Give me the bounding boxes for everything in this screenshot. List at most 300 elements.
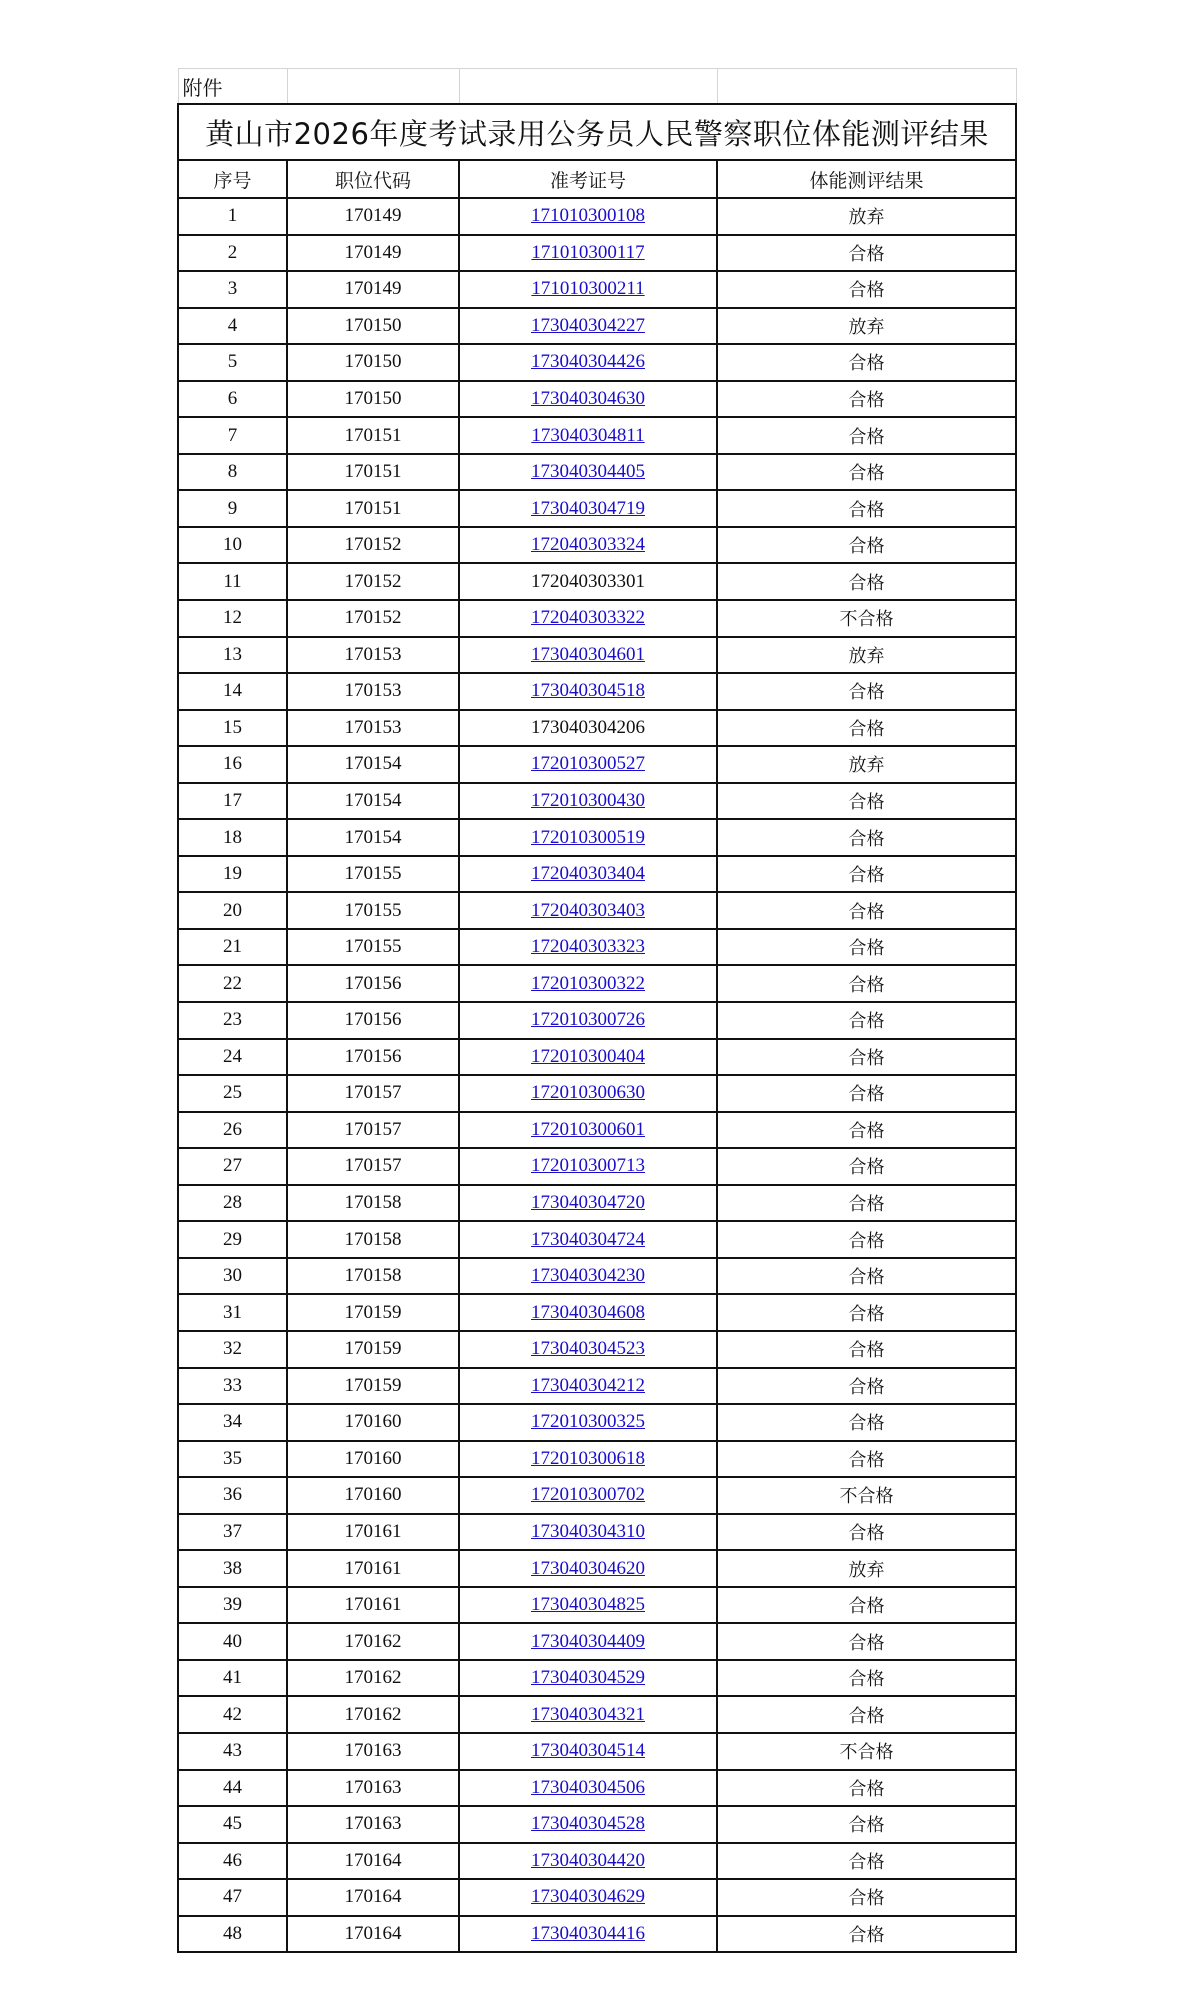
seq-cell: 34	[178, 1404, 287, 1441]
ticket-number-link[interactable]: 173040304811	[531, 424, 645, 446]
ticket-number-link[interactable]: 173040304630	[531, 388, 645, 409]
ticket-number-cell	[459, 783, 717, 820]
seq-cell: 45	[178, 1806, 287, 1843]
result-cell: 合格	[717, 1294, 1016, 1331]
seq-cell: 15	[178, 710, 287, 747]
seq-cell: 10	[178, 527, 287, 564]
seq-cell: 20	[178, 892, 287, 929]
position-code-cell: 170158	[287, 1185, 459, 1222]
seq-cell: 8	[178, 454, 287, 491]
ticket-number-cell	[459, 1514, 717, 1551]
ticket-number-cell	[459, 490, 717, 527]
seq-cell: 46	[178, 1843, 287, 1880]
position-code-cell: 170153	[287, 710, 459, 747]
position-code-cell: 170160	[287, 1441, 459, 1478]
ticket-number-link[interactable]: 173040304620	[531, 1557, 645, 1579]
ticket-number-link[interactable]: 172010300601	[531, 1118, 645, 1140]
ticket-number-link[interactable]: 172010300322	[531, 972, 645, 994]
table-row	[178, 746, 1016, 783]
ticket-number-cell	[459, 1733, 717, 1770]
ticket-number-cell	[459, 198, 717, 235]
seq-cell: 14	[178, 673, 287, 710]
result-cell: 不合格	[717, 1733, 1016, 1770]
seq-cell: 11	[178, 563, 287, 600]
position-code-cell: 170150	[287, 381, 459, 418]
results-table	[177, 68, 1017, 1953]
result-cell: 合格	[717, 1368, 1016, 1405]
ticket-number-cell	[459, 1294, 717, 1331]
ticket-number-link[interactable]: 173040304528	[531, 1813, 645, 1835]
result-cell: 合格	[717, 1806, 1016, 1843]
result-cell: 放弃	[717, 198, 1016, 235]
result-cell: 放弃	[717, 1550, 1016, 1587]
seq-cell: 25	[178, 1075, 287, 1112]
seq-cell: 27	[178, 1148, 287, 1185]
position-code-cell: 170161	[287, 1514, 459, 1551]
position-code-cell: 170150	[287, 344, 459, 381]
position-code-cell: 170158	[287, 1221, 459, 1258]
ticket-number-link[interactable]: 172010300702	[531, 1484, 645, 1506]
ticket-number-link[interactable]: 173040304601	[531, 643, 645, 665]
ticket-number-cell	[459, 1843, 717, 1880]
table-row	[178, 344, 1016, 381]
table-row	[178, 1879, 1016, 1916]
ticket-number-cell	[459, 1075, 717, 1112]
ticket-number-link[interactable]: 172040303323	[531, 936, 645, 958]
position-code-cell: 170162	[287, 1696, 459, 1733]
ticket-number-cell	[459, 1477, 717, 1514]
table-row	[178, 1331, 1016, 1368]
ticket-number-cell	[459, 892, 717, 929]
seq-cell: 42	[178, 1696, 287, 1733]
ticket-number-cell	[459, 527, 717, 564]
ticket-number-cell	[459, 1221, 717, 1258]
ticket-number-link[interactable]: 173040304825	[531, 1594, 645, 1616]
result-cell: 合格	[717, 1258, 1016, 1295]
table-row	[178, 1514, 1016, 1551]
results-sheet	[177, 68, 1015, 1953]
seq-cell: 28	[178, 1185, 287, 1222]
table-row	[178, 819, 1016, 856]
ticket-number-cell	[459, 417, 717, 454]
table-row	[178, 1550, 1016, 1587]
ticket-number-cell	[459, 271, 717, 308]
table-row	[178, 1587, 1016, 1624]
header-position-code: 职位代码	[287, 160, 459, 198]
position-code-cell: 170149	[287, 198, 459, 235]
position-code-cell: 170162	[287, 1623, 459, 1660]
header-seq: 序号	[178, 160, 287, 198]
seq-cell: 18	[178, 819, 287, 856]
result-cell: 合格	[717, 381, 1016, 418]
seq-cell: 29	[178, 1221, 287, 1258]
ticket-number-cell	[459, 1660, 717, 1697]
seq-cell: 30	[178, 1258, 287, 1295]
ticket-number-cell	[459, 856, 717, 893]
position-code-cell: 170154	[287, 819, 459, 856]
header-row	[178, 160, 1016, 198]
table-row	[178, 673, 1016, 710]
header-ticket-number: 准考证号	[459, 160, 717, 198]
table-row	[178, 783, 1016, 820]
result-cell: 合格	[717, 673, 1016, 710]
position-code-cell: 170155	[287, 856, 459, 893]
result-cell: 合格	[717, 1075, 1016, 1112]
position-code-cell: 170156	[287, 1002, 459, 1039]
seq-cell: 39	[178, 1587, 287, 1624]
table-row	[178, 527, 1016, 564]
table-row	[178, 563, 1016, 600]
position-code-cell: 170160	[287, 1477, 459, 1514]
seq-cell: 17	[178, 783, 287, 820]
seq-cell: 4	[178, 308, 287, 345]
ticket-number-link[interactable]: 173040304409	[531, 1630, 645, 1652]
seq-cell: 23	[178, 1002, 287, 1039]
table-row	[178, 965, 1016, 1002]
seq-cell: 47	[178, 1879, 287, 1916]
seq-cell: 38	[178, 1550, 287, 1587]
seq-cell: 41	[178, 1660, 287, 1697]
table-row	[178, 1039, 1016, 1076]
ticket-number-cell	[459, 308, 717, 345]
empty-cell	[287, 69, 459, 105]
ticket-number-cell	[459, 1002, 717, 1039]
ticket-number-link[interactable]: 172010300713	[531, 1155, 645, 1177]
position-code-cell: 170152	[287, 563, 459, 600]
seq-cell: 1	[178, 198, 287, 235]
ticket-number-cell	[459, 1039, 717, 1076]
result-cell: 放弃	[717, 308, 1016, 345]
ticket-number-cell	[459, 1148, 717, 1185]
seq-cell: 24	[178, 1039, 287, 1076]
table-row	[178, 1843, 1016, 1880]
ticket-number-cell	[459, 1587, 717, 1624]
result-cell: 合格	[717, 856, 1016, 893]
result-cell: 合格	[717, 1623, 1016, 1660]
position-code-cell: 170149	[287, 271, 459, 308]
ticket-number-cell	[459, 454, 717, 491]
table-row	[178, 1148, 1016, 1185]
seq-cell: 22	[178, 965, 287, 1002]
ticket-number-link[interactable]: 172010300325	[531, 1411, 645, 1433]
ticket-number-cell	[459, 1806, 717, 1843]
position-code-cell: 170155	[287, 929, 459, 966]
result-cell: 合格	[717, 1331, 1016, 1368]
ticket-number-cell	[459, 1550, 717, 1587]
ticket-number-link[interactable]: 173040304212	[531, 1374, 645, 1396]
ticket-number-link[interactable]: 173040304724	[531, 1228, 645, 1250]
ticket-number-cell	[459, 637, 717, 674]
table-row	[178, 1696, 1016, 1733]
seq-cell: 44	[178, 1770, 287, 1807]
result-cell: 合格	[717, 1039, 1016, 1076]
position-code-cell: 170157	[287, 1112, 459, 1149]
result-cell: 合格	[717, 490, 1016, 527]
table-row	[178, 1368, 1016, 1405]
table-row	[178, 929, 1016, 966]
seq-cell: 6	[178, 381, 287, 418]
ticket-number-link[interactable]: 172040303403	[531, 899, 645, 921]
ticket-number-link[interactable]: 173040304310	[531, 1520, 645, 1542]
ticket-number-link[interactable]: 172010300404	[531, 1045, 645, 1067]
table-row	[178, 1623, 1016, 1660]
attachment-label: 附件	[178, 69, 287, 105]
ticket-number-link[interactable]: 173040304227	[531, 314, 645, 336]
position-code-cell: 170150	[287, 308, 459, 345]
seq-cell: 21	[178, 929, 287, 966]
position-code-cell: 170164	[287, 1843, 459, 1880]
position-code-cell: 170154	[287, 746, 459, 783]
table-row	[178, 600, 1016, 637]
position-code-cell: 170151	[287, 417, 459, 454]
result-cell: 合格	[717, 1148, 1016, 1185]
position-code-cell: 170151	[287, 454, 459, 491]
seq-cell: 26	[178, 1112, 287, 1149]
ticket-number-cell	[459, 1404, 717, 1441]
position-code-cell: 170163	[287, 1770, 459, 1807]
ticket-number-text: 173040304206	[531, 716, 645, 738]
table-row	[178, 1112, 1016, 1149]
seq-cell: 2	[178, 235, 287, 272]
ticket-number-cell	[459, 965, 717, 1002]
table-row	[178, 1916, 1016, 1953]
table-row	[178, 1441, 1016, 1478]
seq-cell: 37	[178, 1514, 287, 1551]
result-cell: 合格	[717, 1221, 1016, 1258]
ticket-number-cell	[459, 1368, 717, 1405]
result-cell: 合格	[717, 929, 1016, 966]
position-code-cell: 170161	[287, 1550, 459, 1587]
ticket-number-link[interactable]: 172010300430	[531, 790, 645, 812]
table-row	[178, 454, 1016, 491]
seq-cell: 7	[178, 417, 287, 454]
table-row	[178, 271, 1016, 308]
seq-cell: 16	[178, 746, 287, 783]
position-code-cell: 170164	[287, 1879, 459, 1916]
ticket-number-cell	[459, 1441, 717, 1478]
seq-cell: 19	[178, 856, 287, 893]
ticket-number-link[interactable]: 172040303324	[531, 534, 645, 556]
position-code-cell: 170151	[287, 490, 459, 527]
ticket-number-cell	[459, 1770, 717, 1807]
table-row	[178, 308, 1016, 345]
ticket-number-cell	[459, 1623, 717, 1660]
ticket-number-link[interactable]: 171010300211	[531, 278, 645, 300]
ticket-number-link[interactable]: 173040304529	[531, 1667, 645, 1689]
ticket-number-cell	[459, 1879, 717, 1916]
table-row	[178, 637, 1016, 674]
result-cell: 合格	[717, 1916, 1016, 1953]
table-row	[178, 417, 1016, 454]
result-cell: 合格	[717, 965, 1016, 1002]
result-cell: 合格	[717, 1185, 1016, 1222]
ticket-number-cell	[459, 600, 717, 637]
position-code-cell: 170152	[287, 600, 459, 637]
ticket-number-link[interactable]: 172010300527	[531, 753, 645, 775]
position-code-cell: 170155	[287, 892, 459, 929]
position-code-cell: 170159	[287, 1368, 459, 1405]
result-cell: 放弃	[717, 637, 1016, 674]
ticket-number-cell	[459, 1331, 717, 1368]
header-result: 体能测评结果	[717, 160, 1016, 198]
ticket-number-link[interactable]: 172040303404	[531, 863, 645, 885]
position-code-cell: 170153	[287, 673, 459, 710]
table-row	[178, 1660, 1016, 1697]
table-row	[178, 856, 1016, 893]
table-row	[178, 1294, 1016, 1331]
table-row	[178, 198, 1016, 235]
result-cell: 放弃	[717, 746, 1016, 783]
seq-cell: 36	[178, 1477, 287, 1514]
position-code-cell: 170158	[287, 1258, 459, 1295]
result-cell: 合格	[717, 344, 1016, 381]
result-cell: 不合格	[717, 1477, 1016, 1514]
result-cell: 合格	[717, 1441, 1016, 1478]
table-row	[178, 1770, 1016, 1807]
ticket-number-text: 172040303301	[531, 570, 645, 592]
seq-cell: 12	[178, 600, 287, 637]
seq-cell: 9	[178, 490, 287, 527]
seq-cell: 32	[178, 1331, 287, 1368]
ticket-number-cell	[459, 381, 717, 418]
ticket-number-link[interactable]: 173040304416	[531, 1922, 645, 1944]
ticket-number-cell	[459, 344, 717, 381]
result-cell: 合格	[717, 819, 1016, 856]
seq-cell: 43	[178, 1733, 287, 1770]
table-row	[178, 235, 1016, 272]
position-code-cell: 170154	[287, 783, 459, 820]
result-cell: 合格	[717, 417, 1016, 454]
position-code-cell: 170162	[287, 1660, 459, 1697]
table-row	[178, 1002, 1016, 1039]
ticket-number-link[interactable]: 172010300726	[531, 1009, 645, 1031]
table-row	[178, 1258, 1016, 1295]
position-code-cell: 170157	[287, 1148, 459, 1185]
seq-cell: 48	[178, 1916, 287, 1953]
position-code-cell: 170157	[287, 1075, 459, 1112]
result-cell: 合格	[717, 1696, 1016, 1733]
table-row	[178, 1185, 1016, 1222]
ticket-number-link[interactable]: 171010300108	[531, 205, 645, 227]
ticket-number-link[interactable]: 173040304321	[531, 1703, 645, 1725]
table-row	[178, 1221, 1016, 1258]
position-code-cell: 170156	[287, 1039, 459, 1076]
position-code-cell: 170159	[287, 1294, 459, 1331]
ticket-number-cell	[459, 1185, 717, 1222]
ticket-number-link[interactable]: 173040304608	[531, 1301, 645, 1323]
ticket-number-link[interactable]: 173040304514	[531, 1740, 645, 1762]
ticket-number-link[interactable]: 172010300630	[531, 1082, 645, 1104]
table-row	[178, 381, 1016, 418]
ticket-number-cell	[459, 710, 717, 747]
seq-cell: 5	[178, 344, 287, 381]
result-cell: 合格	[717, 1879, 1016, 1916]
result-cell: 合格	[717, 892, 1016, 929]
ticket-number-cell	[459, 746, 717, 783]
ticket-number-link[interactable]: 173040304506	[531, 1776, 645, 1798]
ticket-number-cell	[459, 1696, 717, 1733]
table-row	[178, 1075, 1016, 1112]
position-code-cell: 170149	[287, 235, 459, 272]
result-cell: 合格	[717, 783, 1016, 820]
result-cell: 合格	[717, 271, 1016, 308]
result-cell: 合格	[717, 1770, 1016, 1807]
ticket-number-link[interactable]: 173040304426	[531, 351, 645, 373]
position-code-cell: 170159	[287, 1331, 459, 1368]
result-cell: 合格	[717, 235, 1016, 272]
seq-cell: 40	[178, 1623, 287, 1660]
result-cell: 合格	[717, 454, 1016, 491]
ticket-number-cell	[459, 1258, 717, 1295]
result-cell: 合格	[717, 1843, 1016, 1880]
position-code-cell: 170152	[287, 527, 459, 564]
position-code-cell: 170163	[287, 1733, 459, 1770]
result-cell: 合格	[717, 527, 1016, 564]
ticket-number-link[interactable]: 172010300618	[531, 1447, 645, 1469]
result-cell: 不合格	[717, 600, 1016, 637]
position-code-cell: 170164	[287, 1916, 459, 1953]
ticket-number-link[interactable]: 172040303322	[531, 607, 645, 629]
result-cell: 合格	[717, 1660, 1016, 1697]
ticket-number-cell	[459, 819, 717, 856]
ticket-number-link[interactable]: 173040304720	[531, 1192, 645, 1214]
ticket-number-cell	[459, 235, 717, 272]
result-cell: 合格	[717, 1404, 1016, 1441]
result-cell: 合格	[717, 1002, 1016, 1039]
title-row	[178, 104, 1016, 160]
table-row	[178, 1806, 1016, 1843]
seq-cell: 35	[178, 1441, 287, 1478]
result-cell: 合格	[717, 563, 1016, 600]
table-row	[178, 490, 1016, 527]
seq-cell: 3	[178, 271, 287, 308]
ticket-number-link[interactable]: 173040304518	[531, 680, 645, 702]
ticket-number-link[interactable]: 173040304523	[531, 1338, 645, 1360]
ticket-number-link[interactable]: 173040304230	[531, 1265, 645, 1287]
ticket-number-cell	[459, 563, 717, 600]
ticket-number-cell	[459, 1916, 717, 1953]
page-title: 黄山市2026年度考试录用公务员人民警察职位体能测评结果	[178, 104, 1016, 160]
table-row	[178, 892, 1016, 929]
table-row	[178, 1404, 1016, 1441]
ticket-number-cell	[459, 673, 717, 710]
position-code-cell: 170163	[287, 1806, 459, 1843]
seq-cell: 33	[178, 1368, 287, 1405]
position-code-cell: 170160	[287, 1404, 459, 1441]
ticket-number-link[interactable]: 171010300117	[531, 241, 645, 263]
table-row	[178, 1477, 1016, 1514]
seq-cell: 31	[178, 1294, 287, 1331]
attachment-row	[178, 69, 1016, 105]
table-row	[178, 1733, 1016, 1770]
result-cell: 合格	[717, 710, 1016, 747]
position-code-cell: 170153	[287, 637, 459, 674]
result-cell: 合格	[717, 1514, 1016, 1551]
ticket-number-link[interactable]: 172010300519	[531, 826, 645, 848]
ticket-number-link[interactable]: 173040304719	[531, 497, 645, 519]
ticket-number-link[interactable]: 173040304405	[531, 461, 645, 483]
ticket-number-link[interactable]: 173040304629	[531, 1886, 645, 1908]
position-code-cell: 170156	[287, 965, 459, 1002]
empty-cell	[459, 69, 717, 105]
position-code-cell: 170161	[287, 1587, 459, 1624]
result-cell: 合格	[717, 1112, 1016, 1149]
ticket-number-link[interactable]: 173040304420	[531, 1849, 645, 1871]
seq-cell: 13	[178, 637, 287, 674]
empty-cell	[717, 69, 1016, 105]
ticket-number-cell	[459, 1112, 717, 1149]
ticket-number-cell	[459, 929, 717, 966]
